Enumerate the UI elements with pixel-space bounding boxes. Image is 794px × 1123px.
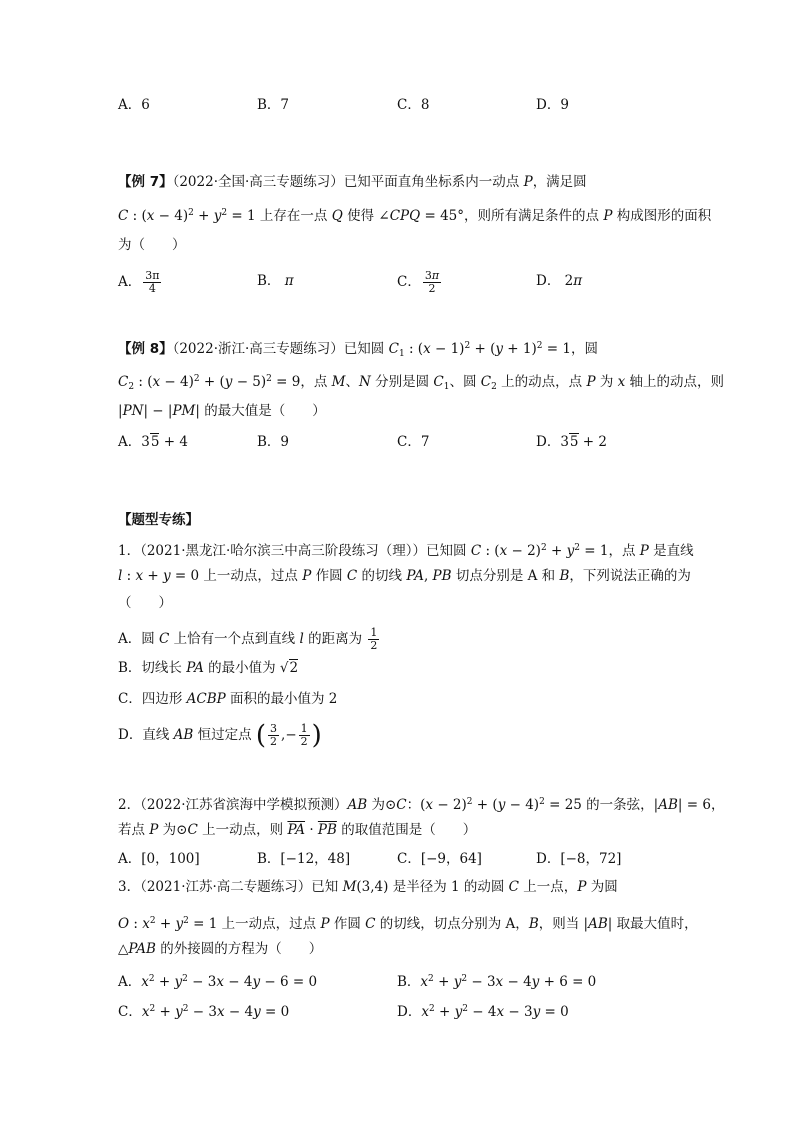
option-c: C．[−9，64]: [397, 851, 482, 867]
example-7-line-2: C : $(x - 4)^2 + y^2 = 1$ 上存在一点 Q 使得 ∠CPQ = 45°，则所有满足条件的点 P 构成图形的面积: [118, 208, 712, 224]
option-c: C．7: [397, 434, 430, 450]
section-title: 【题型专练】: [118, 512, 199, 528]
question-2-line-2: 若点 P 为⊙C 上一动点，则 $\overline{PA} \cdot \overline{PB}$ 的取值范围是（ ）: [118, 822, 477, 838]
question-1-line-2: l : x + y = 0 上一动点，过点 P 作圆 C 的切线 PA, PB 切点分别是 A 和 B，下列说法正确的为: [118, 568, 691, 584]
example-7-line-1: 【例 7】（2022·全国·高三专题练习）已知平面直角坐标系内一动点 P，满足圆: [118, 174, 587, 190]
example-source: （2022·全国·高三专题练习）: [172, 174, 344, 190]
option-a: A．圆 C 上恰有一个点到直线 l 的距离为 $\frac{1}{2}$: [118, 626, 378, 652]
option-b: B．$x^2 + y^2 - 3x - 4y + 6 = 0$: [397, 974, 597, 990]
example-7-line-3: 为（ ）: [118, 237, 186, 253]
question-1-line-1: 1．（2021·黑龙江·哈尔滨三中高三阶段练习（理））已知圆 C : $(x - 2)^2 + y^2 = 1$，点 P 是直线: [118, 543, 694, 559]
example-source: （2022·浙江·高三专题练习）: [172, 341, 344, 357]
option-d: D．直线 AB 恒过定点 ( $\frac{3}{2}$ ,− $\frac{1}{2}$ ): [118, 720, 322, 751]
option-d: D．$x^2 + y^2 - 4x - 3y = 0$: [397, 1004, 569, 1020]
option-c: C．8: [397, 97, 430, 113]
option-a: A．6: [118, 97, 150, 113]
question-3-line-2: O : $x^2 + y^2 = 1$ 上一动点，过点 P 作圆 C 的切线，切点分别为 A，B，则当 |AB| 取最大值时，: [118, 916, 698, 932]
option-b: B．9: [257, 434, 290, 450]
option-d: D．[−8，72]: [536, 851, 622, 867]
question-3-line-3: △PAB 的外接圆的方程为（ ）: [118, 941, 323, 957]
example-8-line-3: |PN| − |PM| 的最大值是（ ）: [118, 403, 326, 419]
question-2-line-1: 2．（2022·江苏省滨海中学模拟预测）AB 为⊙C：$(x - 2)^2 + (y - 4)^2 = 25$ 的一条弦，|AB| = 6，: [118, 797, 725, 813]
option-b: B．切线长 PA 的最小值为 √2: [118, 660, 299, 676]
option-d: D．9: [536, 97, 569, 113]
option-b: B．[−12，48]: [257, 851, 351, 867]
option-b: B． π: [257, 273, 294, 289]
option-d: D．35 + 2: [536, 434, 607, 450]
question-3-line-1: 3．（2021·江苏·高二专题练习）已知 M(3,4) 是半径为 1 的动圆 C 上一点，P 为圆: [118, 879, 618, 895]
option-a: A．[0，100]: [118, 851, 200, 867]
example-tag: 【例 8】: [118, 341, 173, 357]
option-c: C． $\frac{3\pi}{2}$: [397, 269, 440, 295]
example-8-line-2: $C_2$ : $(x - 4)^2 + (y - 5)^2 = 9$，点 M、N 分别是圆 $C_1$、圆 $C_2$ 上的动点，点 P 为 x 轴上的动点，则: [118, 374, 725, 392]
option-c: C．四边形 ACBP 面积的最小值为 2: [118, 691, 338, 707]
example-tag: 【例 7】: [118, 174, 173, 190]
question-1-line-3: （ ）: [118, 595, 172, 611]
option-a: A．35 + 4: [118, 434, 188, 450]
option-c: C．$x^2 + y^2 - 3x - 4y = 0$: [118, 1004, 290, 1020]
option-a: A．$x^2 + y^2 - 3x - 4y - 6 = 0$: [118, 974, 318, 990]
option-a: A． $\frac{3\pi}{4}$: [118, 269, 160, 295]
example-8-line-1: 【例 8】（2022·浙江·高三专题练习）已知圆 $C_1$ : $(x - 1)^2 + (y + 1)^2 = 1$，圆: [118, 341, 598, 359]
option-b: B．7: [257, 97, 290, 113]
option-d: D． 2π: [536, 273, 583, 289]
